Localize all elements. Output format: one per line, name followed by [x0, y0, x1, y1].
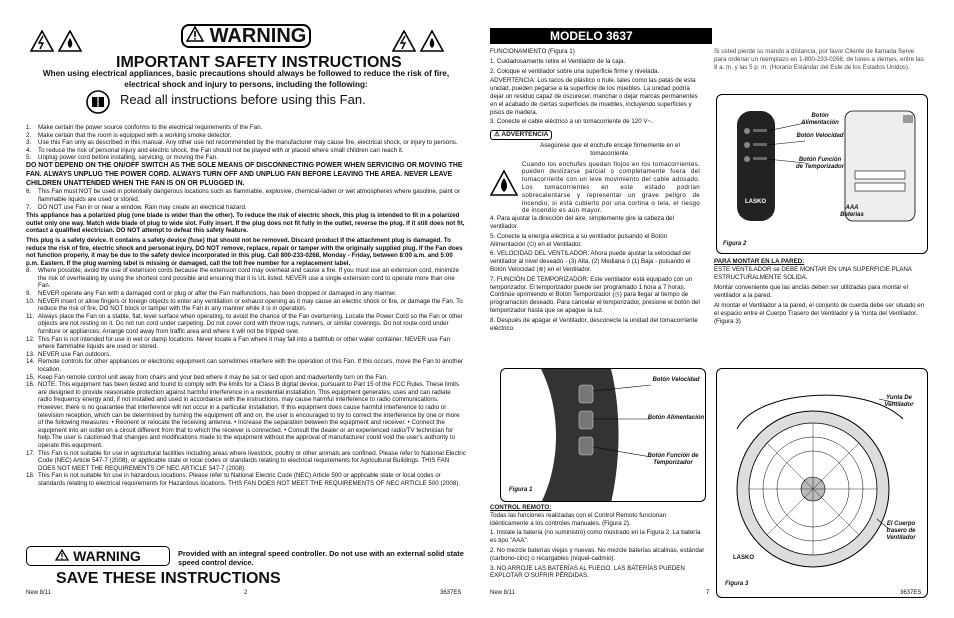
item-number: 14.: [26, 358, 35, 366]
item-text: NEVER use Fan outdoors.: [38, 350, 111, 358]
wall-mount-paragraph: Al montar el Ventilador a la pared, el conjunto de cuerda debe ser situado en el espacio entre el Cuerpo Trasero del Ventilador y la Yunta del Ventilador. (Figura 3): [714, 302, 925, 325]
numbered-item: [26, 124, 466, 132]
fig2-label-speed: Botón Velocidad: [796, 133, 844, 139]
warning-banner-text: WARNING: [209, 24, 307, 47]
fig1-label-timer: Botón Función de Temporizador: [647, 453, 699, 466]
warning-triangle-icon: [186, 25, 204, 48]
fig1-caption: Figura 1: [509, 487, 533, 493]
item-text: This Fan is not suitable for use in hazardous locations. Please refer to National Electric Code (NEC) Article 500 or applicable state or local codes or standards relating to electrical requirements for Hazardous locations. THIS FAN DOES NOT MEET THE REQUIREMENTS OF NEC ARTICLE 500 (2008).: [38, 472, 461, 487]
advertencia-label: ADVERTENCIA: [501, 131, 549, 139]
numbered-item: [26, 204, 466, 212]
numbered-item: [26, 374, 466, 382]
numbered-item: [26, 147, 466, 155]
fig3-label-rear-body: El Cuerpo trasero de Ventilador: [886, 521, 916, 541]
read-manual-icon: [86, 90, 116, 114]
operation-steps: [490, 48, 700, 126]
safety-instructions-title: IMPORTANT SAFETY INSTRUCTIONS: [116, 54, 402, 71]
numbered-item: [26, 154, 466, 162]
item-number: 5.: [26, 154, 32, 162]
spanish-right-column: [714, 48, 926, 72]
fuse-plug-notice: This plug is a safety device. It contains a safety device (fuse) that should not be removed. Discard product if the attachment plug is damaged. To reduce the risk of fire, electric shock and personal injury, DO NOT remove, replace, repair or tamper with the originally supplied plug. If the Fan does not function properly, it may be due to the safety device incorporated in this plug. Call 800-233-0268, Monday - Friday, between 8:00 a.m. and 5:00 p.m. Eastern. If the plug warning label is missing or damaged, call the toll free number for a replacement label.: [26, 236, 463, 267]
figure-2-remote: [716, 94, 928, 254]
fig2-label-timer: Botón Función de Temporizador: [795, 157, 845, 170]
fig3-label-yoke: Yunta De Ventilador: [884, 395, 914, 408]
safety-list-b: [26, 188, 466, 211]
advertencia-badge: [490, 130, 552, 140]
safety-list-a: [26, 124, 466, 162]
wall-mount-paragraph: ESTE VENTILADOR se DEBE MONTAR EN UNA SUPERFICIE PLANA ESTRUCTURALMENTE SOLIDA.: [714, 266, 912, 281]
operation-item: 5. Conecte la energía eléctrica a su ventilador pulsando el Botón Alimentación (⏻) en el Ventilador.: [490, 232, 668, 248]
item-number: 3.: [26, 139, 32, 147]
remote-control-paragraph: 1. Instale la batería (no suministró) como mostrado en la Figura 2. La batería es tipo "AAA".: [490, 529, 701, 545]
item-text: Keep Fan remote control unit away from chairs and your bed where it may be sat or laid upon and inadvertently turn on the Fan.: [38, 373, 388, 381]
warning-box-text: WARNING: [73, 548, 141, 564]
remote-control-paragraph: Todas las funciones realizadas con el Control Remoto funcionan idénticamente a los controles manuales. (Figura 2).: [490, 511, 667, 527]
item-text: Use this Fan only as described in this manual. Any other use not recommended by the manufacturer may cause fire, electrical shock, or injury to persons.: [38, 139, 458, 147]
operation-item: 4. Para ajustar la dirección del aire, simplemente gire la cabeza del ventilador.: [490, 215, 675, 230]
right-footer-page: 7: [706, 590, 710, 596]
operation-items: [490, 215, 700, 332]
operation-item: 6. VELOCIDAD DEL VENTILADOR: Ahora puede ajustar la velocidad del ventilador al nivel deseado - (3) Alta, (2) Mediana ó (1) Baja - pulsando el Botón Velocidad (⊛) en el Ventilador.: [490, 250, 691, 273]
fig3-caption: Figura 3: [725, 581, 749, 587]
remote-control-section: [490, 504, 706, 582]
numbered-item: [26, 472, 466, 487]
electric-shock-warning-icon: [30, 30, 54, 52]
item-text: DO NOT use Fan in or near a window. Rain may create an electrical hazard.: [38, 203, 247, 211]
item-number: 6.: [26, 188, 32, 196]
fig2-label-batteries: AAA Baterías: [840, 205, 864, 218]
warning-triangle-icon: [55, 548, 69, 564]
item-text: Make certain that the room is equipped with a working smoke detector.: [38, 131, 232, 139]
item-number: 10.: [26, 297, 35, 305]
item-number: 15.: [26, 373, 35, 381]
item-number: 8.: [26, 267, 32, 275]
safety-intro: When using electrical appliances, basic precautions should always be followed to reduce the risk of fire, electrical shock and injury to persons, including the following:: [42, 69, 450, 89]
item-text: Always place the Fan on a stable, flat, level surface when operating, to avoid the chance of the Fan overturning. Locate the Power Cord so the Fan or other objects are not resting on it. Do not run cord under carpeting. Do not cover cord with throw rugs, runners, or similar coverings. Do not route cord under furniture or appliances. Arrange cord away from traffic area and where it will not be tripped over.: [38, 312, 463, 336]
item-text: Unplug power cord before installing, servicing, or moving the Fan.: [38, 154, 218, 162]
fire-hazard-icon: [490, 169, 518, 209]
numbered-item: [26, 267, 466, 290]
right-footer-code: 3637ES: [900, 590, 922, 596]
numbered-item: [26, 450, 466, 473]
figure-1-control-panel: [500, 368, 706, 502]
item-text: To reduce the risk of personal injury and electric shock, the Fan should not be played with or placed where small children can reach it.: [38, 146, 404, 154]
item-number: 2.: [26, 131, 32, 139]
wall-mount-paragraph: Montar conveniente que las anclas deben ser utilizadas para montar el ventilador a la pared.: [714, 284, 908, 299]
item-text: This Fan must NOT be used in potentially dangerous locations such as flammable, explosive, chemical-laden or wet atmospheres where gasoline, paint or flammable liquids are used or stored.: [38, 188, 460, 203]
loose-plug-warning: [490, 161, 700, 216]
item-number: 18.: [26, 472, 35, 480]
item-number: 4.: [26, 146, 32, 154]
warning-triangle-icon: ⚠: [494, 131, 500, 139]
right-footer-date: New 8/11: [490, 590, 515, 596]
remote-control-title: CONTROL REMOTO:: [490, 504, 552, 511]
power-switch-warning: DO NOT DEPEND ON THE ON/OFF SWITCH AS THE SOLE MEANS OF DISCONNECTING POWER WHEN SERVICING OR MOVING THE FAN. ALWAYS UNPLUG THE POWER CORD. ALWAYS TURN OFF AND UNPLUG FAN BEFORE LEAVING THE AREA. NEVER LEAVE CHILDREN UNATTENDED WHEN THE FAN IS ON OR PLUGGED IN.: [26, 161, 463, 187]
right-page: [490, 24, 930, 604]
numbered-item: [26, 188, 466, 203]
numbered-item: [26, 336, 466, 351]
item-number: 11.: [26, 312, 35, 320]
left-page: [26, 24, 466, 604]
operation-paragraph: 3. Conecte el cable eléctrico a un tomacorriente de 120 V~.: [490, 118, 653, 126]
numbered-item: [26, 313, 466, 336]
warning-banner: [181, 24, 311, 48]
operation-paragraph: 1. Cuidadosamente retire el Ventilador de la caja.: [490, 57, 626, 65]
remote-control-paragraph: 3. NO ARROJE LAS BATERÍAS AL FUEGO. LAS BATERÍAS PUEDEN EXPLOTAR O SUFRIR PÉRDIDAS.: [490, 564, 685, 580]
item-number: 12.: [26, 335, 35, 343]
item-text: Where possible, avoid the use of extension cords because the extension cord may overheat and cause a fire. If you must use an extension cord, minimize the risk of overheating by using the shortest cord possible and ensuring that it is UL listed. NEVER use a single extension cord to operate more than one Fan.: [38, 267, 459, 290]
operation-paragraph: ADVERTENCIA: Los tacos de plástico o hule, tales como las patas de esta unidad, pueden pegarse a la superficie de los muebles. La unidad podría dejar un residuo capaz de oscurecer, manchar o dejar marcas permanentes en el acabado de ciertas superficies de muebles, incluyendo superficies y pisos de madera.: [490, 77, 698, 116]
warning-box-secondary: [26, 546, 170, 566]
fig1-label-speed: Botón Velocidad: [652, 377, 700, 383]
plug-fit-notice: Asegúrese que el enchufe encaje firmemente en el tomacorriente.: [540, 141, 680, 157]
numbered-item: [26, 290, 466, 298]
wall-mount-title: PARA MONTAR EN LA PARED:: [714, 258, 805, 265]
operation-item: 8. Después de apagar el Ventilador, desconecte la unidad del tomacorriente eléctrico.: [490, 316, 698, 332]
left-footer-page: 2: [244, 590, 248, 596]
remote-control-paragraph: 2. No mezcle baterías viejas y nuevas. No mezcle baterías alcalinas, estándar (carbono-cinc) o recargables (níquel-cadmio).: [490, 546, 705, 562]
numbered-item: [26, 358, 466, 373]
item-number: 16.: [26, 381, 35, 389]
wall-mount-section: [714, 258, 926, 328]
wall-mount-text: [714, 266, 926, 326]
numbered-item: [26, 351, 466, 359]
fire-hazard-warning-icon: [58, 30, 82, 52]
fig3-brand: LASKO: [733, 555, 754, 561]
numbered-item: [26, 132, 466, 140]
remote-replacement-info: Si usted pierde su mando a distancia, por favor Cliente de llamada Serve para ordenar un reemplazo en 1-800-233-0268, de lunes a viernes, entre las 8 a. m. y las 5 p. m. (Horario Estándar del Este de los Estados Unidos).: [714, 48, 924, 71]
item-text: Remote controls for other appliances or electronic equipment can sometimes interfere with the operation of this Fan. If this occurs, move the Fan to another location.: [38, 358, 464, 374]
fig2-caption: Figura 2: [723, 241, 747, 247]
numbered-item: [26, 381, 466, 449]
control-panel-illustration: [501, 369, 706, 502]
speed-controller-warning: Provided with an integral speed controller. Do not use with an external solid state speed control device.: [178, 549, 464, 567]
item-number: 13.: [26, 350, 35, 358]
operation-item: 7. FUNCIÓN DE TEMPORIZADOR: Este ventilador está equipado con un temporizador. El temporizador puede ser programado 1 hora a 7 horas. Continúe oprimiendo el Botón Temporizador (◷) para llegar al tiempo de programación deseado. Para cancelar el temporizador, presione el botón del temporizador hasta que se apague la luz.: [490, 275, 700, 314]
read-all-instructions: Read all instructions before using this Fan.: [120, 92, 366, 107]
fig2-label-power: Botón Alimentación: [801, 113, 839, 126]
polarized-plug-notice: This appliance has a polarized plug (one blade is wider than the other). To reduce the risk of electric shock, this plug is intended to fit in a polarized outlet only one way. Match wide blade of plug to wide slot. Fully insert. If the plug does not fit fully in the outlet, reverse the plug. If it still does not fit, contact a qualified electrician. DO NOT attempt to defeat this safety feature.: [26, 212, 465, 235]
operation-paragraph: FUNCIONAMIENTO (Figura 1): [490, 48, 575, 55]
item-text: Make certain the power source conforms to the electrical requirements of the Fan.: [38, 124, 263, 131]
spanish-operation-column: [490, 48, 700, 334]
numbered-item: [26, 139, 466, 147]
item-number: 17.: [26, 449, 35, 457]
left-footer-date: New 8/11: [26, 590, 51, 596]
safety-body: [26, 124, 466, 488]
fire-hazard-warning-icon: [420, 30, 444, 52]
fig1-label-power: Botón Alimentación: [647, 415, 705, 421]
model-header: MODELO 3637: [490, 28, 712, 44]
item-text: NEVER operate any Fan with a damaged cord or plug or after the Fan malfunctions, has been dropped or damaged in any manner.: [38, 290, 397, 298]
numbered-item: [26, 298, 466, 313]
operation-paragraph: 2. Coloque el ventilador sobre una superficie firme y nivelada.: [490, 67, 660, 75]
save-instructions-title: SAVE THESE INSTRUCTIONS: [56, 570, 281, 587]
remote-control-text: [490, 512, 706, 580]
item-number: 7.: [26, 203, 32, 211]
item-number: 1.: [26, 124, 32, 131]
fig2-brand: LASKO: [745, 199, 766, 205]
safety-list-c: [26, 267, 466, 487]
item-text: This Fan is not suitable for use in agricultural facilities including areas where livestock, poultry or other animals are confined. Please refer to National Electric Code (NEC) Article 547-7 (2008), or applicable state or local codes or standards relating to electrical requirements for Agricultural Buildings. THIS FAN DOES NOT MEET THE REQUIREMENTS OF NEC ARTICLE 547-7 (2008).: [38, 449, 466, 472]
item-text: This Fan is not intended for use in wet or damp locations. Never locate a Fan where it may fall into a bathtub or other water container. NEVER use Fan where flammable liquids are used or stored.: [38, 335, 451, 351]
figure-3-fan: [716, 368, 928, 598]
left-footer-code: 3637ES: [440, 590, 462, 596]
item-text: NEVER insert or allow fingers or foreign objects to enter any ventilation or exhaust opening as it may cause an electric shock or fire, or damage the Fan. To reduce the risk of fire, DO NOT block or tamper with the Fan in any manner while it is in operation.: [38, 297, 463, 313]
loose-plug-text: Cuando los enchufes quedan flojos en los tomacorrientes, pueden deslizarse parcial o completamente fuera del tomacorriente con un leve movimiento del cable adosado. Los tomacorrientes en este estado podrían sobrecalentarse y representar un grave peligro de incendio; si está cubierto por una cortina o tela, el riesgo de incendio es aún mayor.: [522, 160, 700, 215]
electric-shock-warning-icon: [392, 30, 416, 52]
item-number: 9.: [26, 290, 32, 298]
item-text: NOTE: This equipment has been tested and found to comply with the limits for a Class B digital device, pursuant to Part 15 of the FCC Rules. These limits are designed to provide reasonable protection against harmful interference in a residential installation. This equipment generates, uses and can radiate radio frequency energy and, if not installed and used in accordance with the instructions, may cause harmful interference to radio communications. However, there is no guarantee that interference will not occur in a particular installation. If this equipment does cause harmful interference to radio or television reception, which can be determined by turning the equipment off and on, the user is encouraged to try to correct the interference by one or more of the following measures: • Reorient or relocate the receiving antenna. • Increase the separation between the equipment and receiver. • Connect the equipment into an outlet on a circuit different from that to which the receiver is connected. • Consult the dealer or an experienced radio/TV technician for help.The user is cautioned that changes and modifications made to the equipment without the approval of manufacturer could void the user's authority to operate this equipment.: [38, 381, 460, 449]
